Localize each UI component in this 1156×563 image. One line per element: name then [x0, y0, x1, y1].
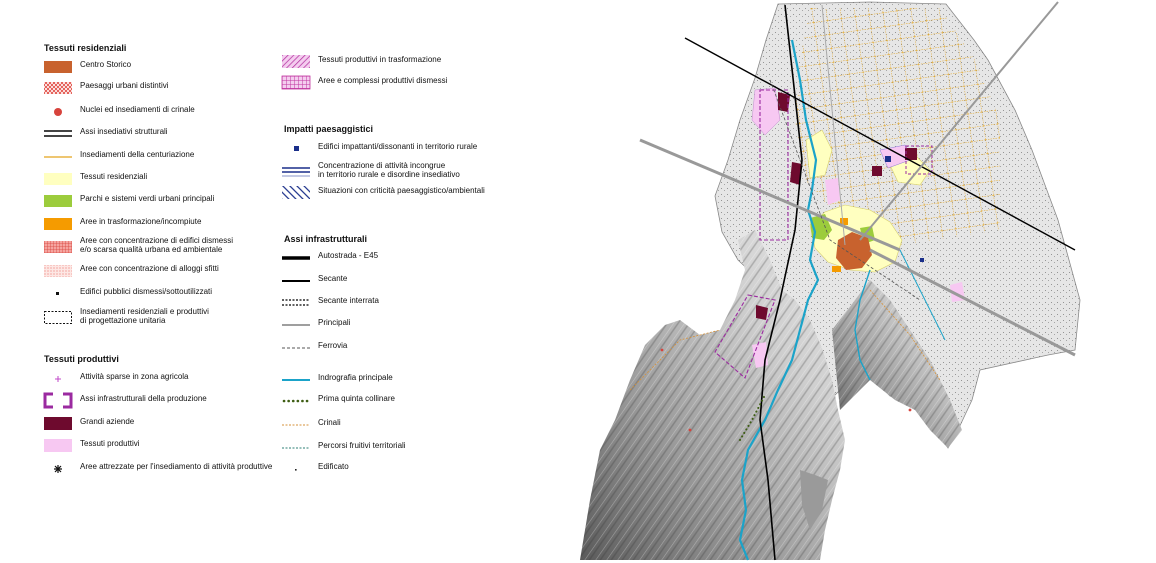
pink-swatch-icon [44, 439, 72, 453]
dotted-swatch-icon [44, 264, 72, 278]
legend-label: Edifici pubblici dismessi/sottoutilizzati [80, 287, 213, 296]
magenta-grid-swatch-icon [282, 76, 310, 90]
orange-swatch-icon [44, 217, 72, 231]
blue-square-icon [282, 142, 310, 156]
yellow-swatch-icon [44, 172, 72, 186]
impact-building-2 [920, 258, 924, 262]
double-line-icon [44, 127, 72, 141]
legend-label: Secante [318, 274, 348, 283]
crosshatch-swatch-icon [44, 81, 72, 95]
tiny-dot-icon [282, 462, 310, 476]
legend-label: Indrografia principale [318, 373, 393, 382]
small-square-icon [44, 287, 72, 301]
grey-line-icon [282, 318, 310, 332]
legend-label: Tessuti residenziali [80, 172, 148, 181]
legend-label: Assi insediativi strutturali [80, 127, 168, 136]
legend-label: Insediamenti residenziali e produttivi di progettazione unitaria [80, 307, 209, 325]
legend-label: Aree con concentrazione di edifici dismessi e/o scarsa qualità urbana ed ambientale [80, 236, 233, 254]
legend-title-produttivi: Tessuti produttivi [44, 354, 119, 364]
legend-label: Paesaggi urbani distintivi [80, 81, 169, 90]
dashed-box-icon [44, 311, 72, 325]
asterisk-icon [44, 462, 72, 476]
legend-label: Aree attrezzate per l'insediamento di attività produttive [80, 462, 273, 471]
medium-line-icon [282, 274, 310, 288]
legend-label: Ferrovia [318, 341, 348, 350]
territory-map[interactable] [570, 0, 1156, 563]
plus-icon [44, 372, 72, 386]
legend-label: Aree con concentrazione di alloggi sfitti [80, 264, 219, 273]
maroon-swatch-icon [44, 417, 72, 431]
grandi-aziende-4 [872, 166, 882, 176]
legend-label: Insediamenti della centuriazione [80, 150, 195, 159]
legend-label: Tessuti produttivi [80, 439, 140, 448]
legend-label: Edificato [318, 462, 349, 471]
legend-label: Prima quinta collinare [318, 394, 395, 403]
green-dots-line-icon [282, 394, 310, 408]
orange-line-icon [44, 150, 72, 164]
legend-label: Autostrada - E45 [318, 251, 379, 260]
legend-label: Crinali [318, 418, 341, 427]
blue-river-line-icon [282, 373, 310, 387]
legend-label: Percorsi fruitivi territoriali [318, 441, 406, 450]
legend-label: Assi infrastrutturali della produzione [80, 394, 207, 403]
legend-title-impatti: Impatti paesaggistici [284, 124, 374, 134]
orange-dashed-line-icon [282, 418, 310, 432]
legend-label: Secante interrata [318, 296, 379, 305]
legend-label: Grandi aziende [80, 417, 135, 426]
blue-double-line-icon [282, 165, 310, 179]
thick-line-icon [282, 251, 310, 265]
legend-label: Edifici impattanti/dissonanti in territorio rurale [318, 142, 478, 151]
impact-building [885, 156, 891, 162]
map-canvas [570, 0, 1156, 563]
diagonal-pink-swatch-icon [282, 55, 310, 69]
legend-label: Concentrazione di attività incongrue in territorio rurale e disordine insediativo [318, 161, 460, 179]
legend-label: Situazioni con criticità paesaggistico/ambientali [318, 186, 485, 195]
legend-label: Centro Storico [80, 60, 132, 69]
purple-bracket-icon [44, 394, 72, 408]
legend-label: Aree e complessi produttivi dismessi [318, 76, 448, 85]
legend-label: Parchi e sistemi verdi urbani principali [80, 194, 215, 203]
ridge-nucleus [661, 349, 664, 352]
teal-dashed-line-icon [282, 441, 310, 455]
red-grid-swatch-icon [44, 240, 72, 254]
legend-label: Attività sparse in zona agricola [80, 372, 189, 381]
legend-label: Principali [318, 318, 351, 327]
ridge-nucleus-3 [909, 409, 912, 412]
transformation-area-2 [832, 266, 841, 272]
ridge-nucleus-2 [689, 429, 692, 432]
centro-storico-swatch-icon [44, 60, 72, 74]
legend-label: Aree in trasformazione/incompiute [80, 217, 202, 226]
legend-label: Tessuti produttivi in trasformazione [318, 55, 442, 64]
blue-hatch-icon [282, 186, 310, 200]
legend-title-infrastrutture: Assi infrastrutturali [284, 234, 368, 244]
green-swatch-icon [44, 194, 72, 208]
legend-label: Nuclei ed insediamenti di crinale [80, 105, 195, 114]
red-dot-icon [44, 105, 72, 119]
dashed-double-line-icon [282, 296, 310, 310]
dashed-line-icon [282, 341, 310, 355]
legend-title-residenziali: Tessuti residenziali [44, 43, 127, 53]
